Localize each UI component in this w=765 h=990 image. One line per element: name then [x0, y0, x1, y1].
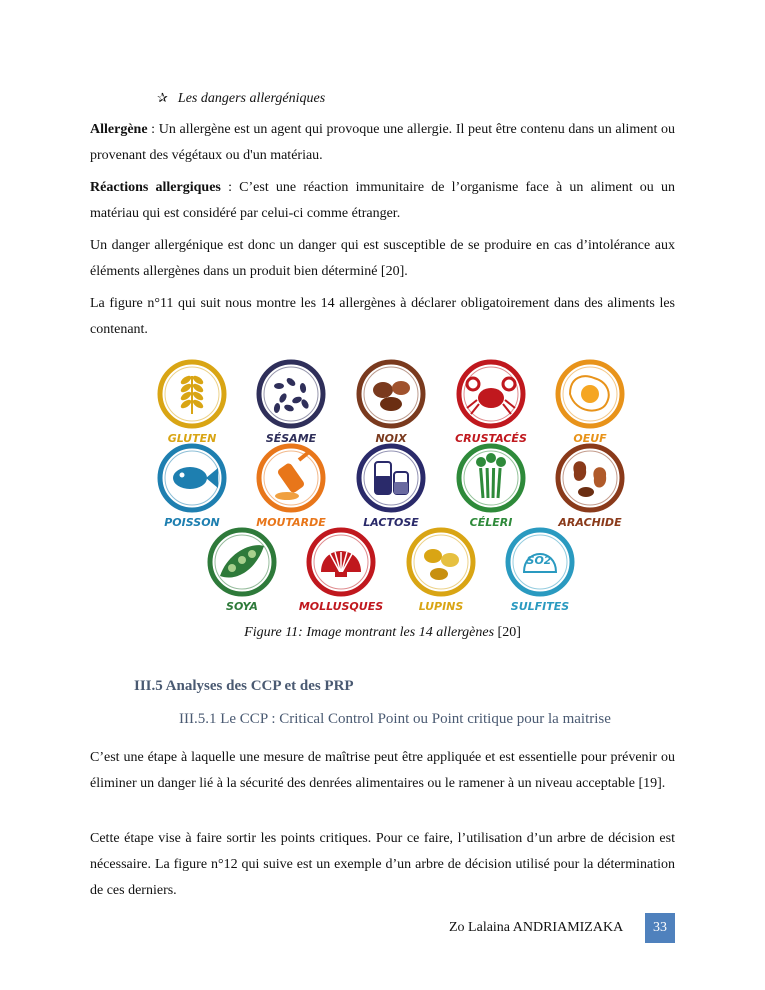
allergen-label: SULFITES [510, 600, 570, 613]
allergen-label: OEUF [573, 432, 607, 445]
egg-icon [570, 376, 609, 410]
allergens-figure [148, 356, 638, 614]
paragraph-allergene [90, 117, 675, 169]
allergen-lactose [359, 446, 423, 529]
allergen-cleri [459, 446, 523, 529]
caption-ref: [20] [494, 625, 521, 640]
paragraph-ccp-def: C’est une étape à laquelle une mesure de maîtrise peut être appliquée et est essentielle pour prévenir ou éliminer un danger lié à la sécurité des denrées alimentaires ou le ramener à un niveau acceptable [19]. [90, 750, 675, 791]
allergen-moutarde [256, 446, 326, 529]
allergen-label: MOUTARDE [256, 516, 326, 529]
allergen-label: LACTOSE [363, 516, 419, 529]
term-reactions: Réactions allergiques [90, 180, 221, 195]
term-allergene: Allergène [90, 122, 148, 137]
allergen-mollusques [299, 530, 383, 613]
def-allergene: : Un allergène est un agent qui provoque une allergie. Il peut être contenu dans un aliment ou provenant des végétaux ou d'un matériau. [90, 122, 675, 163]
allergen-soya [210, 530, 274, 613]
paragraph-figure-intro: La figure n°11 qui suit nous montre les 14 allergènes à déclarer obligatoirement dans des aliments les contenant. [90, 296, 675, 337]
allergens-grid [148, 356, 638, 614]
allergen-label: ARACHIDE [558, 516, 622, 529]
caption-text: Figure 11: Image montrant les 14 allergènes [244, 625, 495, 640]
allergen-noix [359, 362, 423, 445]
allergen-sulfites [508, 530, 572, 613]
heading-section: III.5 Analyses des CCP et des PRP [134, 678, 354, 694]
allergen-ssame [259, 362, 323, 445]
allergen-label: MOLLUSQUES [298, 600, 384, 613]
paragraph-reactions [90, 175, 675, 227]
footer-author: Zo Lalaina ANDRIAMIZAKA [449, 920, 624, 935]
section-bullet [157, 90, 325, 107]
allergen-label: CÉLERI [469, 516, 513, 529]
allergen-label: NOIX [375, 432, 407, 445]
allergen-label: GLUTEN [167, 432, 217, 445]
allergen-label: CRUSTACÉS [455, 432, 527, 445]
star-icon: ✰ [157, 90, 168, 105]
allergen-label: POISSON [164, 516, 220, 529]
allergen-crustacs [455, 362, 527, 445]
bullet-title: Les dangers allergéniques [177, 91, 326, 106]
allergen-label: LUPINS [418, 600, 464, 613]
allergen-poisson [160, 446, 224, 529]
paragraph-danger: Un danger allergénique est donc un danger qui est susceptible de se produire en cas d’intolérance aux éléments allergènes dans un produit bien déterminé [20]. [90, 238, 675, 279]
allergen-label: SÉSAME [265, 432, 317, 445]
allergen-lupins [409, 530, 473, 613]
allergen-label: SOYA [226, 600, 258, 613]
allergen-gluten [160, 362, 224, 445]
paragraph-ccp-tree: Cette étape vise à faire sortir les points critiques. Pour ce faire, l’utilisation d’un arbre de décision est nécessaire. La figure n°12 qui suive est un exemple d’un arbre de décision utilisé pour la détermination de ces derniers. [90, 831, 675, 898]
page-number: 33 [645, 913, 675, 943]
def-reactions: : C’est une réaction immunitaire de l’organisme face à un aliment ou un matériau qui est considéré par celui-ci comme étranger. [90, 180, 675, 221]
allergen-arachide [557, 446, 622, 529]
allergen-oeuf [558, 362, 622, 445]
figure-caption [0, 625, 765, 641]
so2-label: SO2 [526, 554, 552, 567]
heading-subsection: III.5.1 Le CCP : Critical Control Point ou Point critique pour la maitrise [179, 711, 611, 727]
